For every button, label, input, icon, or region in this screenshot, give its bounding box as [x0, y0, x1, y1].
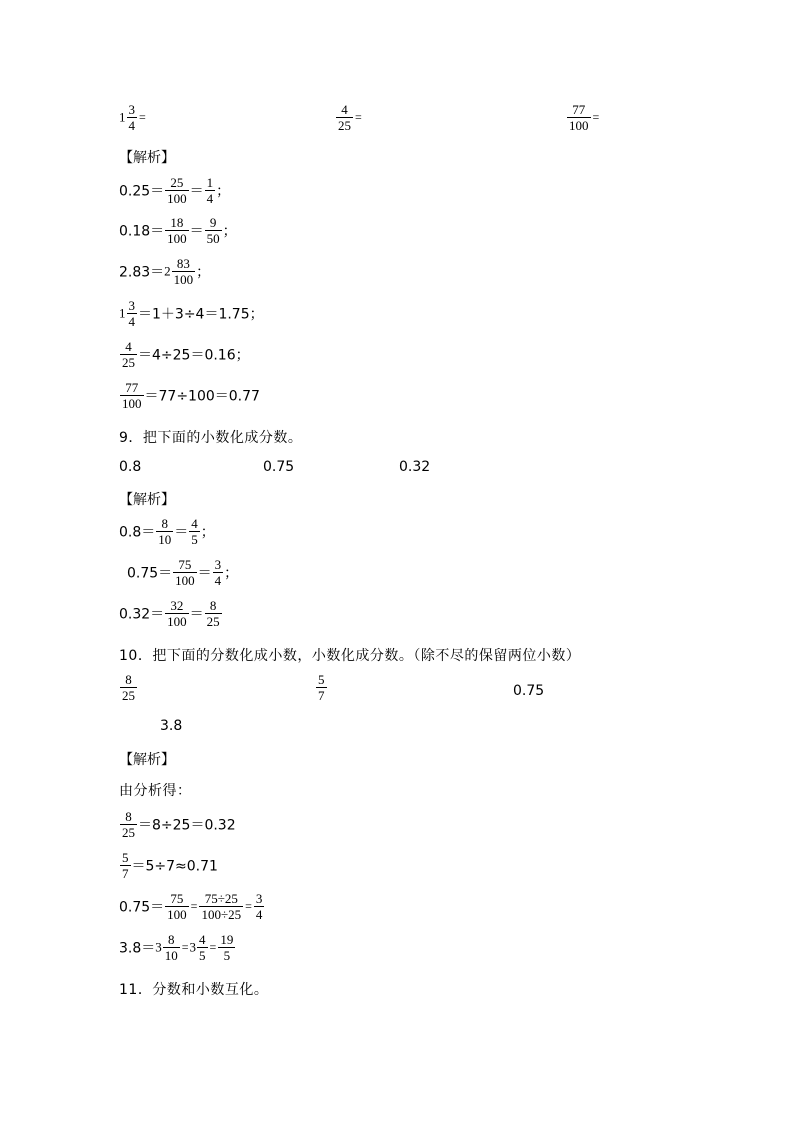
analysis-label: 【解析】 [119, 752, 175, 768]
q10-item [315, 672, 328, 703]
solution-line: 0.18＝ $\frac{18}{100}$ ＝ $\frac{9}{50}$ ； [119, 215, 237, 246]
question-10-title: 10．把下面的分数化成小数，小数化成分数。（除不尽的保留两位小数） [119, 648, 581, 664]
q10-item: 3.8 [160, 718, 183, 734]
top-item-3: $\frac{77}{100}$ = [569, 102, 600, 133]
analysis-intro: 由分析得： [119, 783, 192, 799]
solution-line: $\frac{4}{25}$ ＝4÷25＝0.16； [122, 339, 250, 370]
solution-line: 2.83＝2 $\frac{83}{100}$ ； [119, 256, 211, 287]
top-item-2: $\frac{4}{25}$ = [338, 102, 362, 133]
question-9-title: 9．把下面的小数化成分数。 [119, 430, 303, 446]
fraction: $\frac{5}{7}$ [318, 672, 325, 703]
fraction: $\frac{4}{5}$ [199, 932, 206, 963]
whole-number: 1 [119, 109, 126, 125]
fraction: $\frac{77}{100}$ [122, 380, 142, 411]
q9-item: 0.75 [263, 459, 295, 475]
q9-item: 0.32 [399, 459, 431, 475]
fraction: $\frac{4}{25}$ [122, 339, 135, 370]
fraction: $\frac{8}{10}$ [158, 516, 172, 547]
solution-line: 0.25＝ $\frac{25}{100}$ ＝ $\frac{1}{4}$ ； [119, 175, 231, 206]
fraction: $\frac{75\div 25}{100\div 25}$ [201, 891, 242, 922]
solution-line: 0.75＝ $\frac{75}{100}$ ＝ $\frac{3}{4}$ ； [127, 557, 239, 588]
solution-line: 0.8＝ $\frac{8}{10}$ ＝ $\frac{4}{5}$ ； [119, 516, 215, 547]
analysis-label: 【解析】 [119, 492, 175, 508]
fraction: $\frac{8}{10}$ [164, 932, 178, 963]
fraction: $\frac{1}{4}$ [206, 175, 214, 206]
fraction: $\frac{3}{4}$ [255, 891, 263, 922]
solution-line: $\frac{77}{100}$ ＝77÷100＝0.77 [122, 380, 260, 411]
fraction: $\frac{8}{25}$ [122, 672, 135, 703]
fraction: $\frac{4}{25}$ [338, 102, 351, 133]
q9-item: 0.8 [119, 459, 142, 475]
fraction: $\frac{83}{100}$ [173, 256, 194, 287]
fraction: $\frac{75}{100}$ [175, 557, 195, 588]
solution-line: 0.32＝ $\frac{32}{100}$ ＝ $\frac{8}{25}$ [119, 598, 220, 629]
fraction: $\frac{9}{50}$ [206, 215, 220, 246]
fraction: $\frac{32}{100}$ [167, 598, 187, 629]
solution-line: $\frac{5}{7}$ ＝5÷7≈0.71 [122, 850, 218, 881]
fraction: $\frac{3}{4}$ [214, 557, 222, 588]
fraction: $\frac{25}{100}$ [167, 175, 187, 206]
solution-line: 0.75＝ $\frac{75}{100}$ = $\frac{75\div 25}{100\div 25}$ = $\frac{3}{4}$ [119, 891, 263, 922]
fraction: $\frac{4}{5}$ [191, 516, 198, 547]
fraction: $\frac{3}{4}$ [128, 298, 135, 329]
fraction: $\frac{8}{25}$ [122, 809, 135, 840]
analysis-label: 【解析】 [119, 150, 175, 166]
fraction: $\frac{5}{7}$ [122, 850, 129, 881]
fraction: $\frac{75}{100}$ [167, 891, 187, 922]
question-11-title: 11．分数和小数互化。 [119, 982, 269, 998]
top-item-1: 1 $\frac{3}{4}$ = [119, 102, 146, 133]
fraction: $\frac{3}{4}$ [128, 102, 135, 133]
solution-line: $\frac{8}{25}$ ＝8÷25＝0.32 [122, 809, 236, 840]
fraction: $\frac{77}{100}$ [569, 102, 589, 133]
q10-item [119, 672, 138, 703]
solution-line: 1 $\frac{3}{4}$ ＝1＋3÷4＝1.75； [119, 298, 264, 329]
fraction: $\frac{8}{25}$ [206, 598, 220, 629]
q10-item: 0.75 [513, 683, 545, 699]
fraction: $\frac{18}{100}$ [167, 215, 187, 246]
fraction: $\frac{19}{5}$ [220, 932, 234, 963]
solution-line: 3.8＝3 $\frac{8}{10}$ =3 $\frac{4}{5}$ = $\frac{19}{5}$ [119, 932, 234, 963]
